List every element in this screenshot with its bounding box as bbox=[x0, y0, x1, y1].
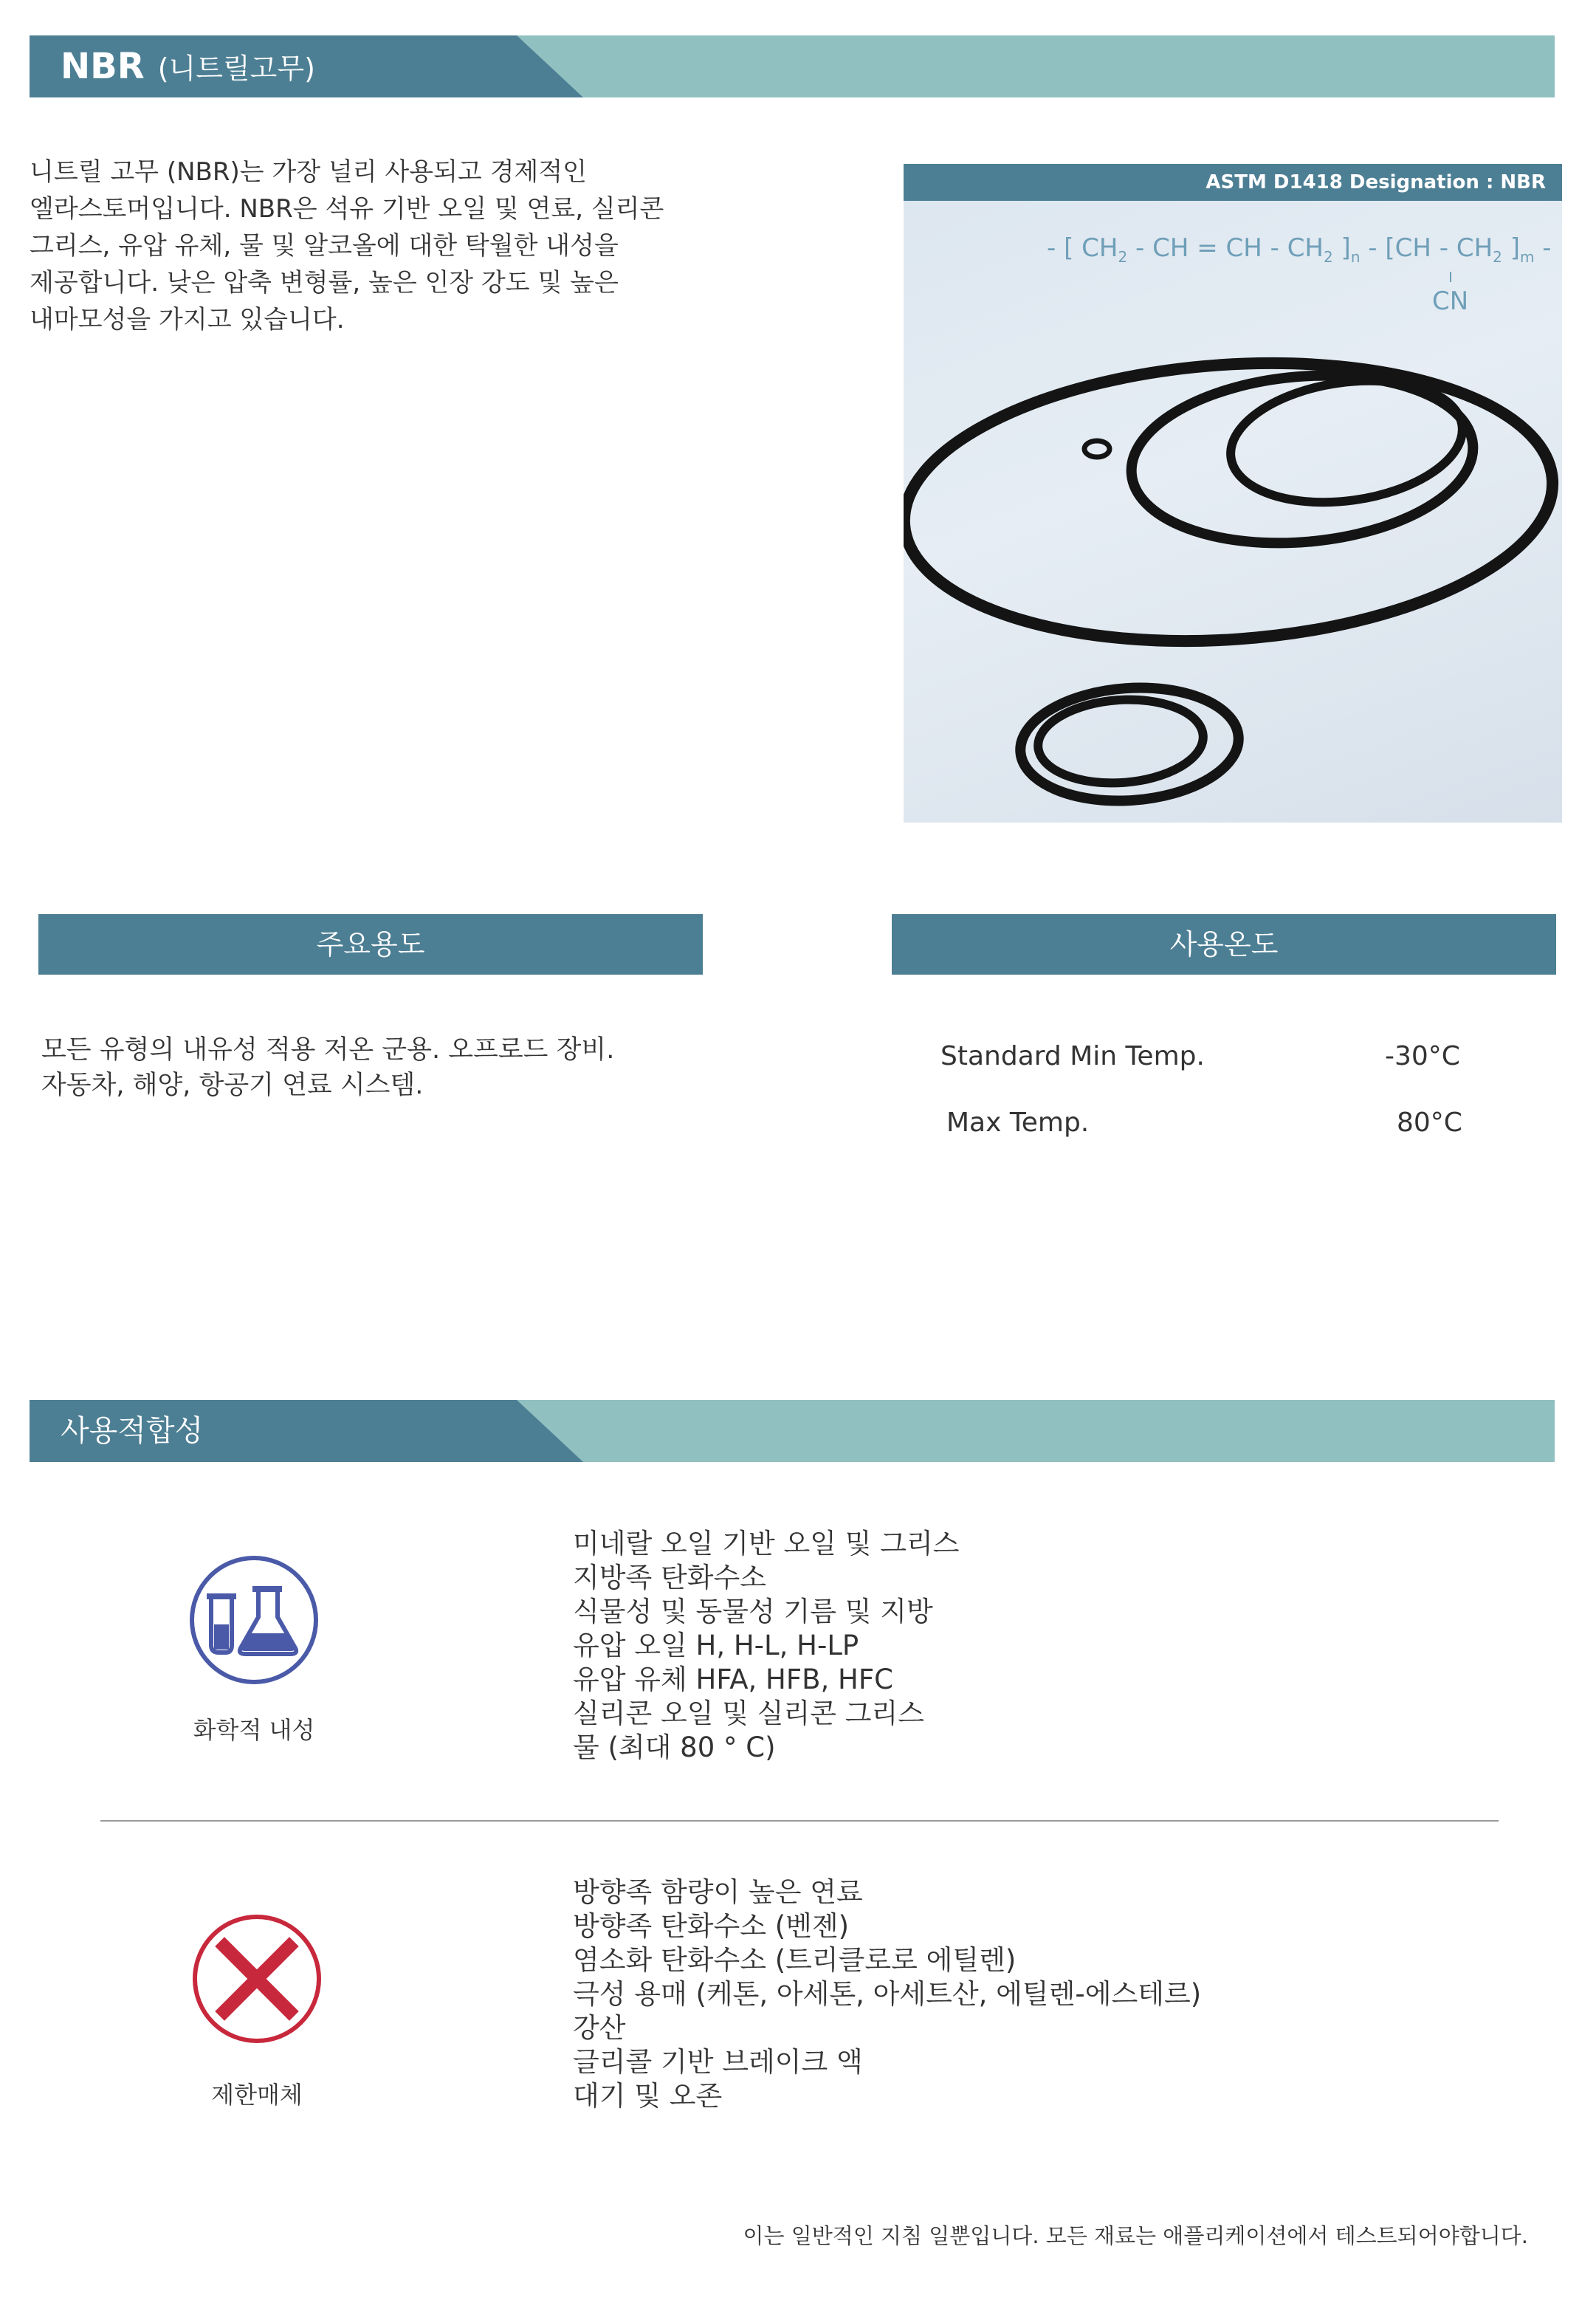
list-item: 유압 유체 HFA, HFB, HFC bbox=[573, 1664, 893, 1695]
section-divider bbox=[100, 1820, 1499, 1822]
page-title-sub: (니트릴고무) bbox=[157, 52, 315, 85]
o-ring-small bbox=[1222, 367, 1470, 516]
list-item: 유압 오일 H, H-L, H-LP bbox=[573, 1630, 859, 1661]
list-item: 극성 용매 (케톤, 아세톤, 아세트산, 에틸렌-에스테르) bbox=[573, 1978, 1202, 2010]
page-title bbox=[61, 35, 315, 97]
applications-line: 모든 유형의 내유성 적용 저온 군용. 오프로드 장비. bbox=[41, 1035, 615, 1065]
intro-line: 엘라스토머입니다. NBR은 석유 기반 오일 및 연료, 실리콘 bbox=[30, 194, 664, 224]
intro-line: 제공합니다. 낮은 압축 변형률, 높은 인장 강도 및 높은 bbox=[30, 268, 619, 298]
page-title-main: NBR bbox=[61, 46, 145, 87]
chemical-resistance-label: 화학적 내성 bbox=[193, 1716, 315, 1744]
o-ring-tiny bbox=[1084, 441, 1110, 457]
temp-max-label: Max Temp. bbox=[946, 1108, 1090, 1138]
list-item: 방향족 탄화수소 (벤젠) bbox=[573, 1910, 850, 1942]
footer-note: 이는 일반적인 지침 일뿐입니다. 모든 재료는 애플리케이션에서 테스트되어야합니다. bbox=[743, 2223, 1528, 2248]
flask-beaker-icon bbox=[188, 1554, 320, 1686]
list-item: 글리콜 기반 브레이크 액 bbox=[573, 2046, 863, 2078]
intro-line: 니트릴 고무 (NBR)는 가장 널리 사용되고 경제적인 bbox=[30, 157, 587, 187]
list-item: 대기 및 오존 bbox=[573, 2080, 723, 2112]
formula-cn: CN bbox=[1432, 286, 1469, 316]
list-item: 식물성 및 동물성 기름 및 지방 bbox=[573, 1596, 933, 1627]
list-item: 강산 bbox=[573, 2012, 626, 2044]
restricted-media-list bbox=[573, 1875, 1533, 2113]
image-caption: ASTM D1418 Designation : NBR bbox=[904, 164, 1562, 201]
temp-min-value: -30°C bbox=[1385, 1041, 1460, 1071]
compatibility-banner bbox=[30, 1400, 1555, 1462]
product-image bbox=[904, 164, 1562, 823]
o-rings-illustration bbox=[904, 164, 1562, 823]
temp-min-label: Standard Min Temp. bbox=[940, 1041, 1205, 1071]
intro-line: 그리스, 유압 유체, 물 및 알코올에 대한 탁월한 내성을 bbox=[30, 231, 619, 261]
list-item: 방향족 함량이 높은 연료 bbox=[573, 1876, 863, 1908]
applications-header: 주요용도 bbox=[38, 914, 703, 975]
intro-line: 내마모성을 가지고 있습니다. bbox=[30, 305, 345, 334]
list-item: 미네랄 오일 기반 오일 및 그리스 bbox=[573, 1528, 960, 1559]
applications-text bbox=[41, 1032, 706, 1103]
list-item: 물 (최대 80 ° C) bbox=[573, 1731, 776, 1763]
red-x-icon bbox=[190, 1912, 323, 2045]
compatibility-title: 사용적합성 bbox=[61, 1414, 204, 1448]
intro-paragraph bbox=[30, 154, 842, 338]
restricted-media-label: 제한매체 bbox=[211, 2081, 303, 2109]
title-banner bbox=[30, 35, 1555, 97]
temp-max-value: 80°C bbox=[1397, 1108, 1462, 1138]
chemical-resistance-list bbox=[573, 1527, 1533, 1765]
list-item: 실리콘 오일 및 실리콘 그리스 bbox=[573, 1698, 924, 1729]
list-item: 지방족 탄화수소 bbox=[573, 1562, 766, 1593]
applications-line: 자동차, 해양, 항공기 연료 시스템. bbox=[41, 1071, 424, 1100]
list-item: 염소화 탄화수소 (트리클로로 에틸렌) bbox=[573, 1944, 1017, 1976]
chemical-formula: - [ $CH_2$ - CH = CH - $CH_2$ ]$_n - [CH - CH_2$ ]$_m$ - bbox=[1047, 233, 1552, 266]
temperature-header: 사용온도 bbox=[892, 914, 1556, 975]
